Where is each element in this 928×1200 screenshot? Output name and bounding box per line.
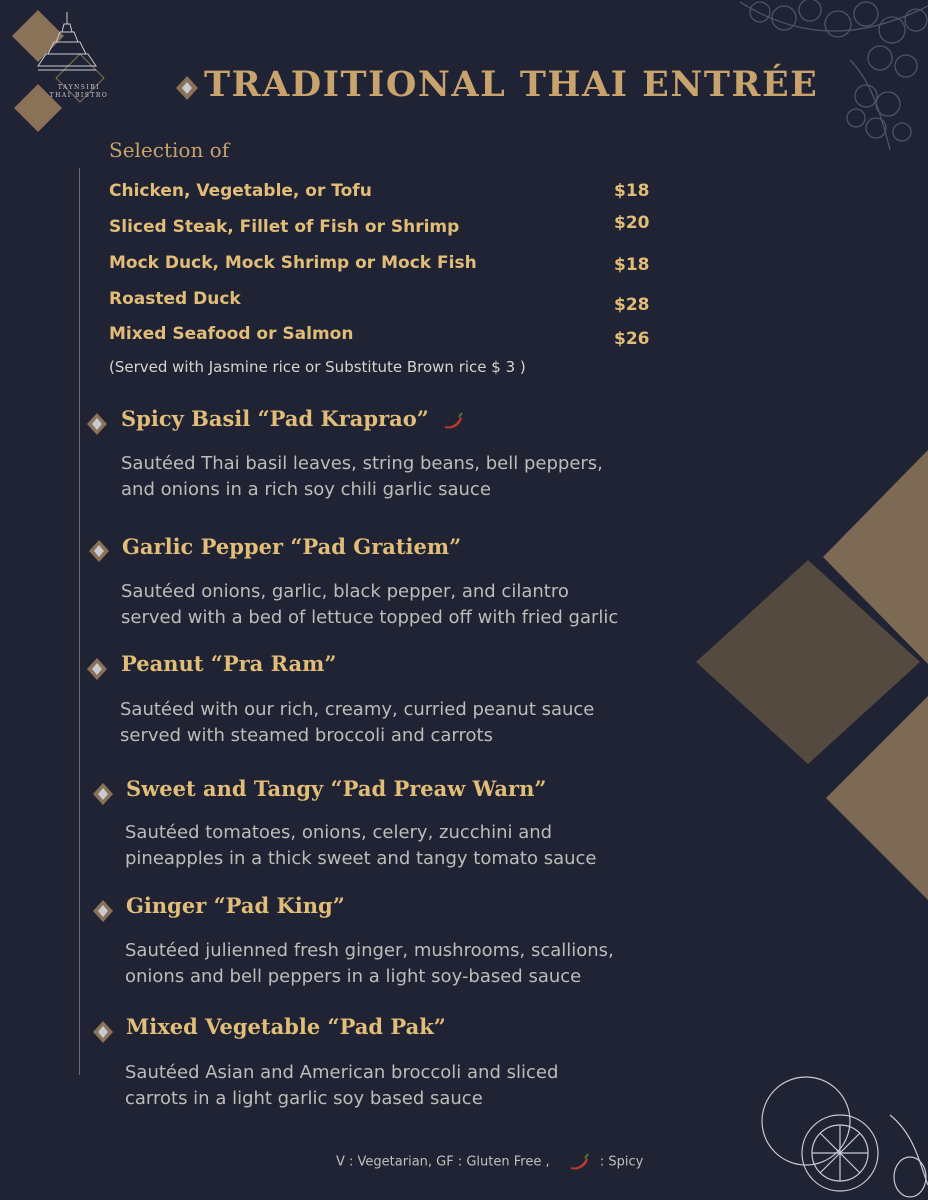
logo-text bbox=[42, 84, 116, 100]
dish-description-line: and onions in a rich soy chili garlic sauce bbox=[121, 479, 491, 500]
dish-title: Peanut “Pra Ram” bbox=[121, 651, 337, 676]
price-item-price: $20 bbox=[614, 213, 650, 233]
dish-title bbox=[121, 406, 464, 431]
legend-spicy-label: : Spicy bbox=[599, 1154, 644, 1170]
dish-description-line: Sautéed with our rich, creamy, curried peanut sauce bbox=[120, 699, 595, 720]
dish-title: Sweet and Tangy “Pad Preaw Warn” bbox=[126, 776, 547, 801]
diamond-bullet-icon bbox=[86, 657, 108, 681]
dish-description-line: Sautéed Thai basil leaves, string beans, bell peppers, bbox=[121, 453, 603, 474]
selection-label: Selection of bbox=[109, 138, 230, 162]
dish-title: Garlic Pepper “Pad Gratiem” bbox=[122, 534, 462, 559]
legend-text: V : Vegetarian, GF : Gluten Free , bbox=[336, 1154, 550, 1170]
dish-description bbox=[125, 1060, 705, 1112]
dish-description-line: Sautéed tomatoes, onions, celery, zucchini and bbox=[125, 822, 553, 843]
vertical-divider bbox=[79, 168, 80, 1075]
dish-description-line: Sautéed julienned fresh ginger, mushrooms, scallions, bbox=[125, 940, 614, 961]
logo-line-1: TAYNSIRI bbox=[57, 84, 101, 91]
citrus-illustration bbox=[750, 1075, 928, 1200]
dish-description bbox=[120, 697, 700, 749]
dish-description bbox=[125, 820, 705, 872]
dish-description bbox=[125, 938, 705, 990]
dish-description bbox=[121, 579, 701, 631]
decorative-diamonds bbox=[690, 440, 928, 900]
chili-pepper-icon bbox=[442, 412, 464, 430]
dish-description-line: carrots in a light garlic soy based sauce bbox=[125, 1088, 483, 1109]
price-item-name: Roasted Duck bbox=[109, 289, 241, 309]
price-item-price: $18 bbox=[614, 181, 650, 201]
price-item-price: $18 bbox=[614, 255, 650, 275]
dish-description-line: served with a bed of lettuce topped off with fried garlic bbox=[121, 607, 619, 628]
peppercorn-illustration bbox=[680, 0, 928, 175]
logo-diamond-icon bbox=[8, 8, 118, 133]
dish-description bbox=[121, 451, 701, 503]
diamond-bullet-icon bbox=[92, 1020, 114, 1044]
dish-title: Mixed Vegetable “Pad Pak” bbox=[126, 1014, 446, 1039]
price-item-price: $28 bbox=[614, 295, 650, 315]
chili-pepper-icon bbox=[568, 1153, 590, 1171]
dish-description-line: Sautéed Asian and American broccoli and sliced bbox=[125, 1062, 559, 1083]
diamond-bullet-icon bbox=[92, 782, 114, 806]
price-item-name: Mixed Seafood or Salmon bbox=[109, 324, 354, 344]
dish-description-line: onions and bell peppers in a light soy-based sauce bbox=[125, 966, 582, 987]
dish-description-line: served with steamed broccoli and carrots bbox=[120, 725, 493, 746]
price-item-name: Sliced Steak, Fillet of Fish or Shrimp bbox=[109, 217, 460, 237]
dish-description-line: pineapples in a thick sweet and tangy tomato sauce bbox=[125, 848, 597, 869]
dish-title-text: Spicy Basil “Pad Kraprao” bbox=[121, 406, 429, 431]
dish-description-line: Sautéed onions, garlic, black pepper, and cilantro bbox=[121, 581, 569, 602]
diamond-bullet-icon bbox=[92, 899, 114, 923]
diamond-bullet-icon bbox=[88, 539, 110, 563]
price-item-name: Chicken, Vegetable, or Tofu bbox=[109, 181, 372, 201]
legend bbox=[336, 1153, 643, 1171]
page-title: TRADITIONAL THAI ENTRÉE bbox=[204, 64, 819, 105]
restaurant-logo bbox=[8, 8, 118, 133]
logo-line-2: THAI BISTRO bbox=[49, 92, 109, 99]
price-item-price: $26 bbox=[614, 329, 650, 349]
served-note: (Served with Jasmine rice or Substitute Brown rice $ 3 ) bbox=[109, 358, 526, 376]
price-item-name: Mock Duck, Mock Shrimp or Mock Fish bbox=[109, 253, 477, 273]
dish-title: Ginger “Pad King” bbox=[126, 893, 345, 918]
diamond-bullet-icon bbox=[86, 412, 108, 436]
diamond-bullet-icon bbox=[174, 74, 200, 102]
